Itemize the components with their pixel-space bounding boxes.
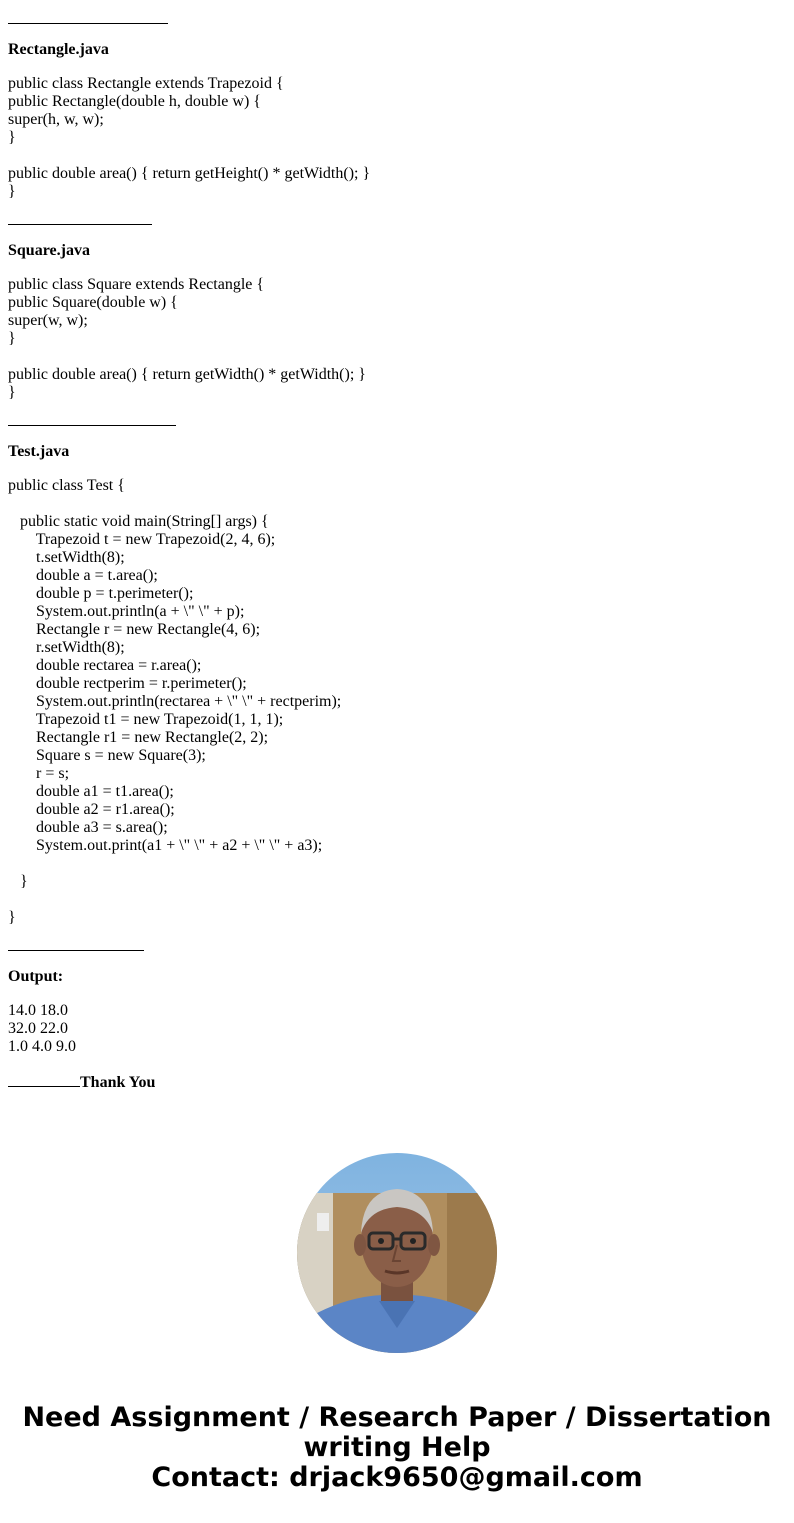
code-line: 32.0 22.0 <box>8 1020 68 1037</box>
code-line: double p = t.perimeter(); <box>8 585 194 602</box>
code-line: Trapezoid t = new Trapezoid(2, 4, 6); <box>8 531 276 548</box>
code-line: public Square(double w) { <box>8 294 178 311</box>
document-body <box>8 0 788 1092</box>
underline-run <box>8 1072 80 1087</box>
code-line: Rectangle r1 = new Rectangle(2, 2); <box>8 729 269 746</box>
code-line: public class Square extends Rectangle { <box>8 276 265 293</box>
footer-contact: Contact: drjack9650@gmail.com <box>151 1462 643 1493</box>
separator-line <box>8 930 144 951</box>
code-line: Rectangle r = new Rectangle(4, 6); <box>8 621 261 638</box>
separator-line <box>8 204 152 225</box>
code-line: Trapezoid t1 = new Trapezoid(1, 1, 1); <box>8 711 284 728</box>
output-title: Output: <box>8 968 64 985</box>
code-line: } <box>8 873 28 890</box>
thank-you-line <box>8 1072 788 1092</box>
footer-line-2: writing Help <box>303 1432 491 1463</box>
code-line: public double area() { return getHeight() * getWidth(); } <box>8 165 371 182</box>
code-line: double a1 = t1.area(); <box>8 783 174 800</box>
code-line: double rectarea = r.area(); <box>8 657 202 674</box>
author-avatar <box>297 1153 497 1353</box>
separator-line <box>8 405 176 426</box>
code-line: 1.0 4.0 9.0 <box>8 1038 76 1055</box>
code-line <box>8 495 788 513</box>
code-line: } <box>8 384 16 401</box>
thank-you-text: Thank You <box>80 1074 156 1091</box>
code-line: System.out.println(rectarea + \" \" + rectperim); <box>8 693 342 710</box>
code-line: r = s; <box>8 765 70 782</box>
code-line: double a3 = s.area(); <box>8 819 168 836</box>
code-line: } <box>8 909 16 926</box>
code-line: } <box>8 183 16 200</box>
code-block <box>8 75 788 201</box>
code-line: double a = t.area(); <box>8 567 158 584</box>
code-line: public double area() { return getWidth() * getWidth(); } <box>8 366 366 383</box>
code-line: System.out.println(a + \" \" + p); <box>8 603 245 620</box>
code-line: public class Test { <box>8 477 125 494</box>
avatar-photo-icon <box>297 1153 497 1353</box>
code-line: } <box>8 129 16 146</box>
file-title: Rectangle.java <box>8 41 109 58</box>
code-line <box>8 348 788 366</box>
footer-banner <box>0 1403 794 1493</box>
code-line: double a2 = r1.area(); <box>8 801 175 818</box>
file-title: Square.java <box>8 242 90 259</box>
code-block <box>8 477 788 927</box>
code-line: r.setWidth(8); <box>8 639 125 656</box>
code-line: public Rectangle(double h, double w) { <box>8 93 261 110</box>
separator-line <box>8 3 168 24</box>
code-line: public static void main(String[] args) { <box>8 513 269 530</box>
code-line: double rectperim = r.perimeter(); <box>8 675 247 692</box>
code-block <box>8 276 788 402</box>
code-line: Square s = new Square(3); <box>8 747 206 764</box>
code-line: System.out.print(a1 + \" \" + a2 + \" \" + a3); <box>8 837 323 854</box>
code-line <box>8 855 788 873</box>
code-line: } <box>8 330 16 347</box>
code-line: t.setWidth(8); <box>8 549 125 566</box>
footer-line-1: Need Assignment / Research Paper / Dissertation <box>22 1402 772 1433</box>
code-line: super(w, w); <box>8 312 88 329</box>
code-line: 14.0 18.0 <box>8 1002 68 1019</box>
code-line <box>8 147 788 165</box>
output-block <box>8 1002 788 1056</box>
file-title: Test.java <box>8 443 70 460</box>
code-line: public class Rectangle extends Trapezoid { <box>8 75 284 92</box>
code-line <box>8 891 788 909</box>
code-line: super(h, w, w); <box>8 111 104 128</box>
